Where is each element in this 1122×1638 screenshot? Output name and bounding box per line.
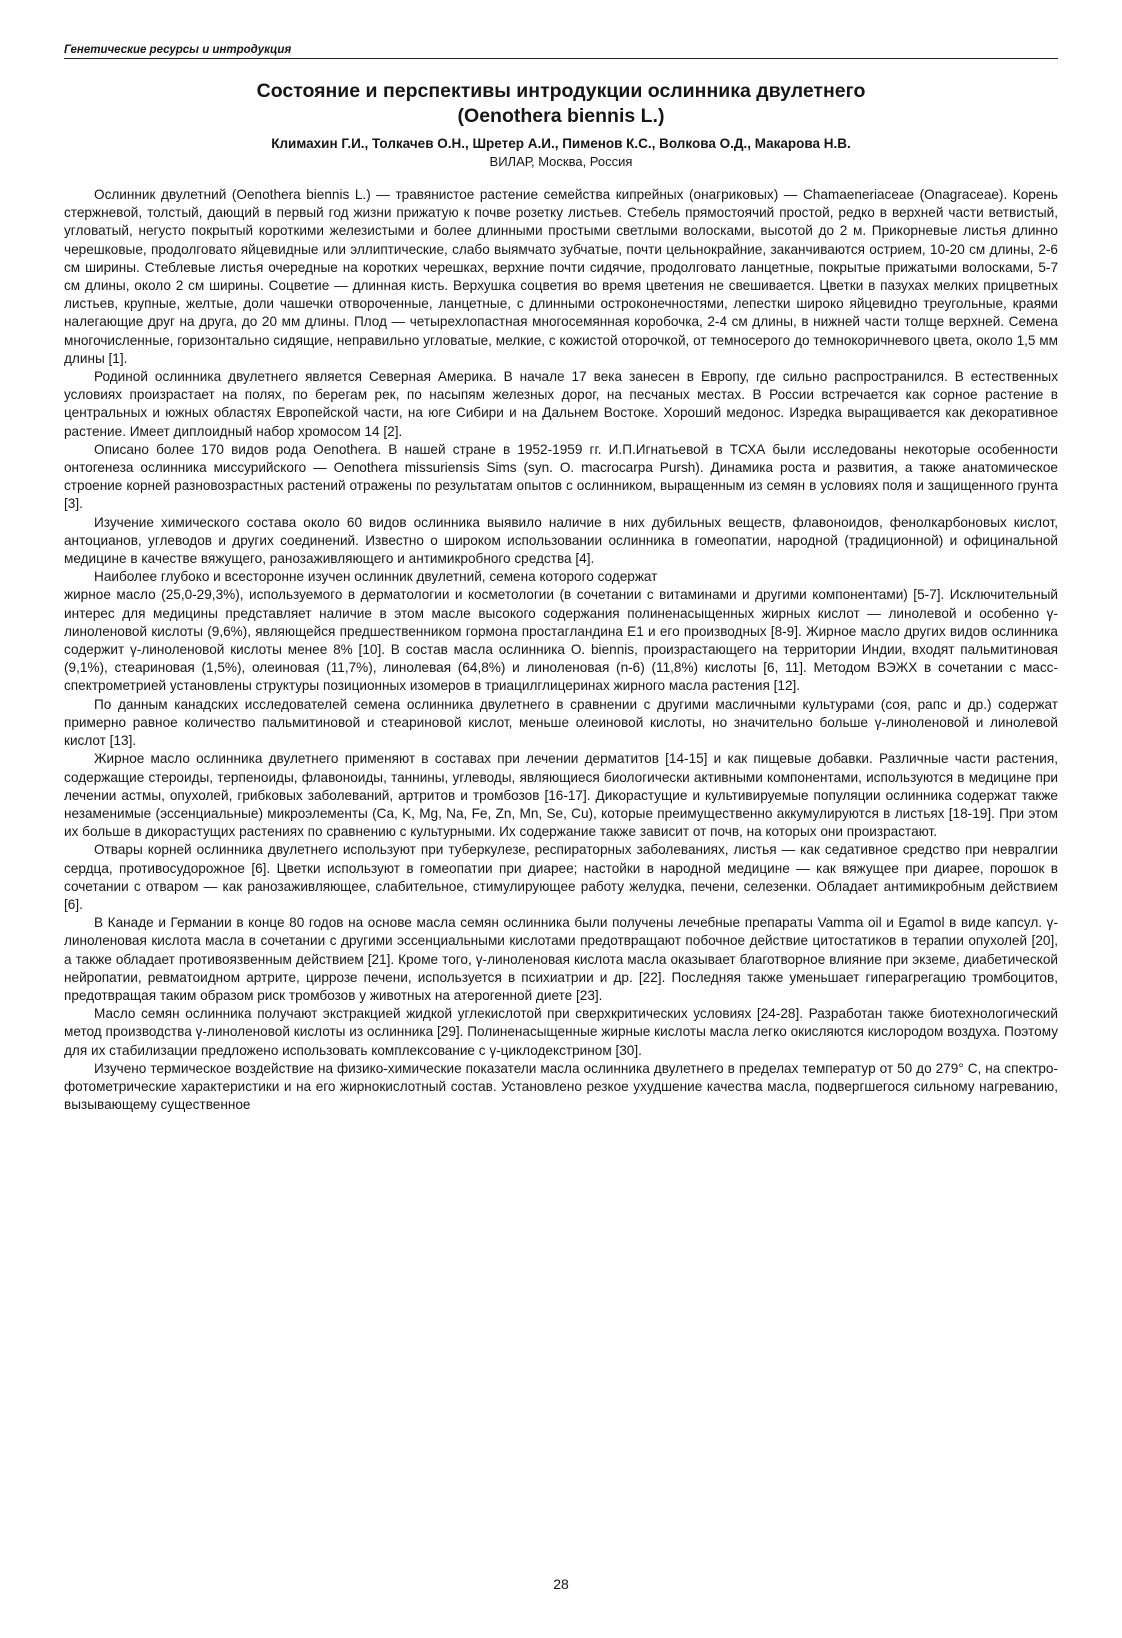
author-list: Климахин Г.И., Толкачев О.Н., Шретер А.И., Пименов К.С., Волкова О.Д., Макарова Н.В. bbox=[271, 136, 851, 151]
paragraph: В Канаде и Германии в конце 80 годов на основе масла семян ослинника были получены лечебные препараты Vamma oil и Egamol в виде капсул. γ-линоленовая кислота масла в сочетании с другими эссенциальными кислотами предотвращают побочное действие цитостатиков в терапии опухолей [20], а также обладает противоязвенным действием [21]. Кроме того, γ-линоленовая кислота масла оказывает благотворное влияние при экземе, диабетической нейропатии, ревматоидном артрите, циррозе печени, используется в психиатрии и др. [22]. Последняя также уменьшает гиперагрегацию тромбоцитов, предотвращая таким образом риск тромбозов у животных на атерогенной диете [23]. bbox=[64, 915, 1058, 1003]
paragraph: Изучено термическое воздействие на физико-химические показатели масла ослинника двулетнего в пределах температур от 50 до 279° С, на спектро-фотометрические характеристики и на его жирнокислотный состав. Установлено резкое ухудшение качества масла, подвергшегося сильному нагреванию, вызывающему существенное bbox=[64, 1060, 1058, 1113]
paragraph: Изучение химического состава около 60 видов ослинника выявило наличие в них дубильных веществ, флавоноидов, фенолкарбоновых кислот, антоцианов, углеводов и других соединений. Известно о широком использовании ослинника в гомеопатии, народной (традиционной) и официнальной медицине в качестве вяжущего, ранозаживляющего и антимикробного средства [4]. bbox=[64, 514, 1058, 567]
paragraph: Родиной ослинника двулетнего является Северная Америка. В начале 17 века занесен в Европу, где сильно распространился. В естественных условиях произрастает на полях, по берегам рек, по насыпям железных дорог, на песчаных местах. В России встречается как сорное растение в центральных и южных областях Европейской части, на юге Сибири и на Дальнем Востоке. Хороший медонос. Изредка выращивается как декоративное растение. Имеет диплоидный набор хромосом 14 [2]. bbox=[64, 369, 1058, 439]
paragraph: Жирное масло ослинника двулетнего применяют в составах при лечении дерматитов [14-15] и как пищевые добавки. Различные части растения, содержащие стероиды, терпеноиды, флавоноиды, таннины, углеводы, являющиеся биологически активными компонентами, используются в медицине при лечении астмы, опухолей, грибковых заболеваний, артритов и тромбозов [16-17]. Дикорастущие и культивируемые популяции ослинника содержат также незаменимые (эссенциальные) микроэлементы (Ca, K, Mg, Na, Fe, Zn, Mn, Se, Cu), которые преимущественно аккумулируются в листьях [18-19]. При этом их больше в дикорастущих растениях по сравнению с культурными. Их содержание также зависит от почв, на которых они произрастают. bbox=[64, 751, 1058, 840]
paragraph: Масло семян ослинника получают экстракцией жидкой углекислотой при сверхкритических условиях [24-28]. Разработан также биотехнологический метод производства γ-линоленовой кислоты из ослинника [29]. Полиненасыщенные жирные кислоты масла легко окисляются кислородом воздуха. Поэтому для их стабилизации предложено использовать комплексование с γ-циклодекстрином [30]. bbox=[64, 1006, 1058, 1058]
article-title-line-1: Состояние и перспективы интродукции ослинника двулетнего bbox=[256, 80, 866, 102]
article-title-line-2: (Oenothera biennis L.) bbox=[457, 105, 665, 127]
page-number: 28 bbox=[553, 1576, 569, 1592]
paragraph: Ослинник двулетний (Oenothera biennis L.) — травянистое растение семейства кипрейных (онагриковых) — Chamaeneriaceae (Onagraceae). Корень стержневой, толстый, дающий в первый год жизни прижатую к почве розетку листьев. Стебель прямостоячий простой, редко в верхней части ветвистый, угловатый, негусто покрытый короткими железистыми и более длинными простыми светлыми волосками, высотой до 2 м. Прикорневые листья длинно черешковые, продолговато яйцевидные или эллиптические, слабо выямчато зубчатые, почти цельнокрайние, заканчиваются острием, 10-20 см длины, 2-6 см ширины. Стеблевые листья очередные на коротких черешках, верхние почти сидячие, продолговато ланцетные, покрытые прижатыми волосками, 5-7 см длины, около 2 см ширины. Соцветие — длинная кисть. Верхушка соцветия во время цветения не свешивается. Цветки в пазухах мелких прицветных листьев, крупные, желтые, доли чашечки отвороченные, ланцетные, с длинными остроконечностями, лепестки широко яйцевидно треугольные, краями налегающие друг на друга, до 20 мм длины. Плод — четырехлопастная многосемянная коробочка, 2-4 см длины, в нижней части толще верхней. Семена многочисленные, горизонтально сидящие, неправильно угловатые, мелкие, с кожистой оторочкой, от темносерого до темнокоричневого цвета, около 1,5 мм длины [1]. bbox=[64, 187, 1058, 366]
paragraph: Отвары корней ослинника двулетнего используют при туберкулезе, респираторных заболеваниях, листья — как седативное средство при невралгии сердца, противосудорожное [6]. Цветки используют в гомеопатии при диарее; настойки в народной медицине — как вяжущее при диарее, порошок в сочетании с отваром — как ранозаживляющее, слабительное, стимулирующее работу желудка, печени, селезенки. Обладает антимикробным действием [6]. bbox=[64, 842, 1058, 912]
affiliation: ВИЛАР, Москва, Россия bbox=[489, 154, 633, 169]
paragraph: Описано более 170 видов рода Oenothera. В нашей стране в 1952-1959 гг. И.П.Игнатьевой в ТСХА были исследованы некоторые особенности онтогенеза ослинника миссурийского — Oenothera missuriensis Sims (syn. O. macrocarpa Pursh). Динамика роста и развития, а также анатомическое строение корней разновозрастных растений отражены по результатам опытов с ослинником, выращенным из семян в условиях поля и защищенного грунта [3]. bbox=[64, 441, 1058, 512]
article-body bbox=[64, 186, 1058, 1114]
paragraph: Наиболее глубоко и всесторонне изучен ослинник двулетний, семена которого содержат bbox=[94, 569, 658, 585]
article-title bbox=[64, 79, 1058, 129]
paragraph: По данным канадских исследователей семена ослинника двулетнего в сравнении с другими масличными культурами (соя, рапс и др.) содержат примерно равное количество пальмитиновой и стеариновой кислот, меньше олеиновой кислоты, но значительно больше γ-линоленовой и линолевой кислот [13]. bbox=[64, 696, 1058, 749]
running-head: Генетические ресурсы и интродукция bbox=[64, 44, 1058, 59]
paragraph: жирное масло (25,0-29,3%), используемого в дерматологии и косметологии (в сочетании с витаминами и другими компонентами) [5-7]. Исключительный интерес для медицины представляет наличие в этом масле высокого содержания полиненасыщенных жирных кислот — линолевой и особенно γ-линоленовой кислоты (9,6%), являющейся предшественником гормона простагландина E1 и его производных [8-9]. Жирное масло других видов ослинника содержит γ-линоленовой кислоты менее 8% [10]. В состав масла ослинника O. biennis, произрастающего на территории Индии, входят пальмитиновая (9,1%), стеариновая (1,5%), олеиновая (11,7%), линолевая (64,8%) и линоленовая (n-6) (11,8%) кислоты [6, 11]. Методом ВЭЖХ в сочетании с масс-спектрометрией установлены структуры позиционных изомеров в триацилглицеринах жирного масла растения [12]. bbox=[64, 587, 1058, 694]
